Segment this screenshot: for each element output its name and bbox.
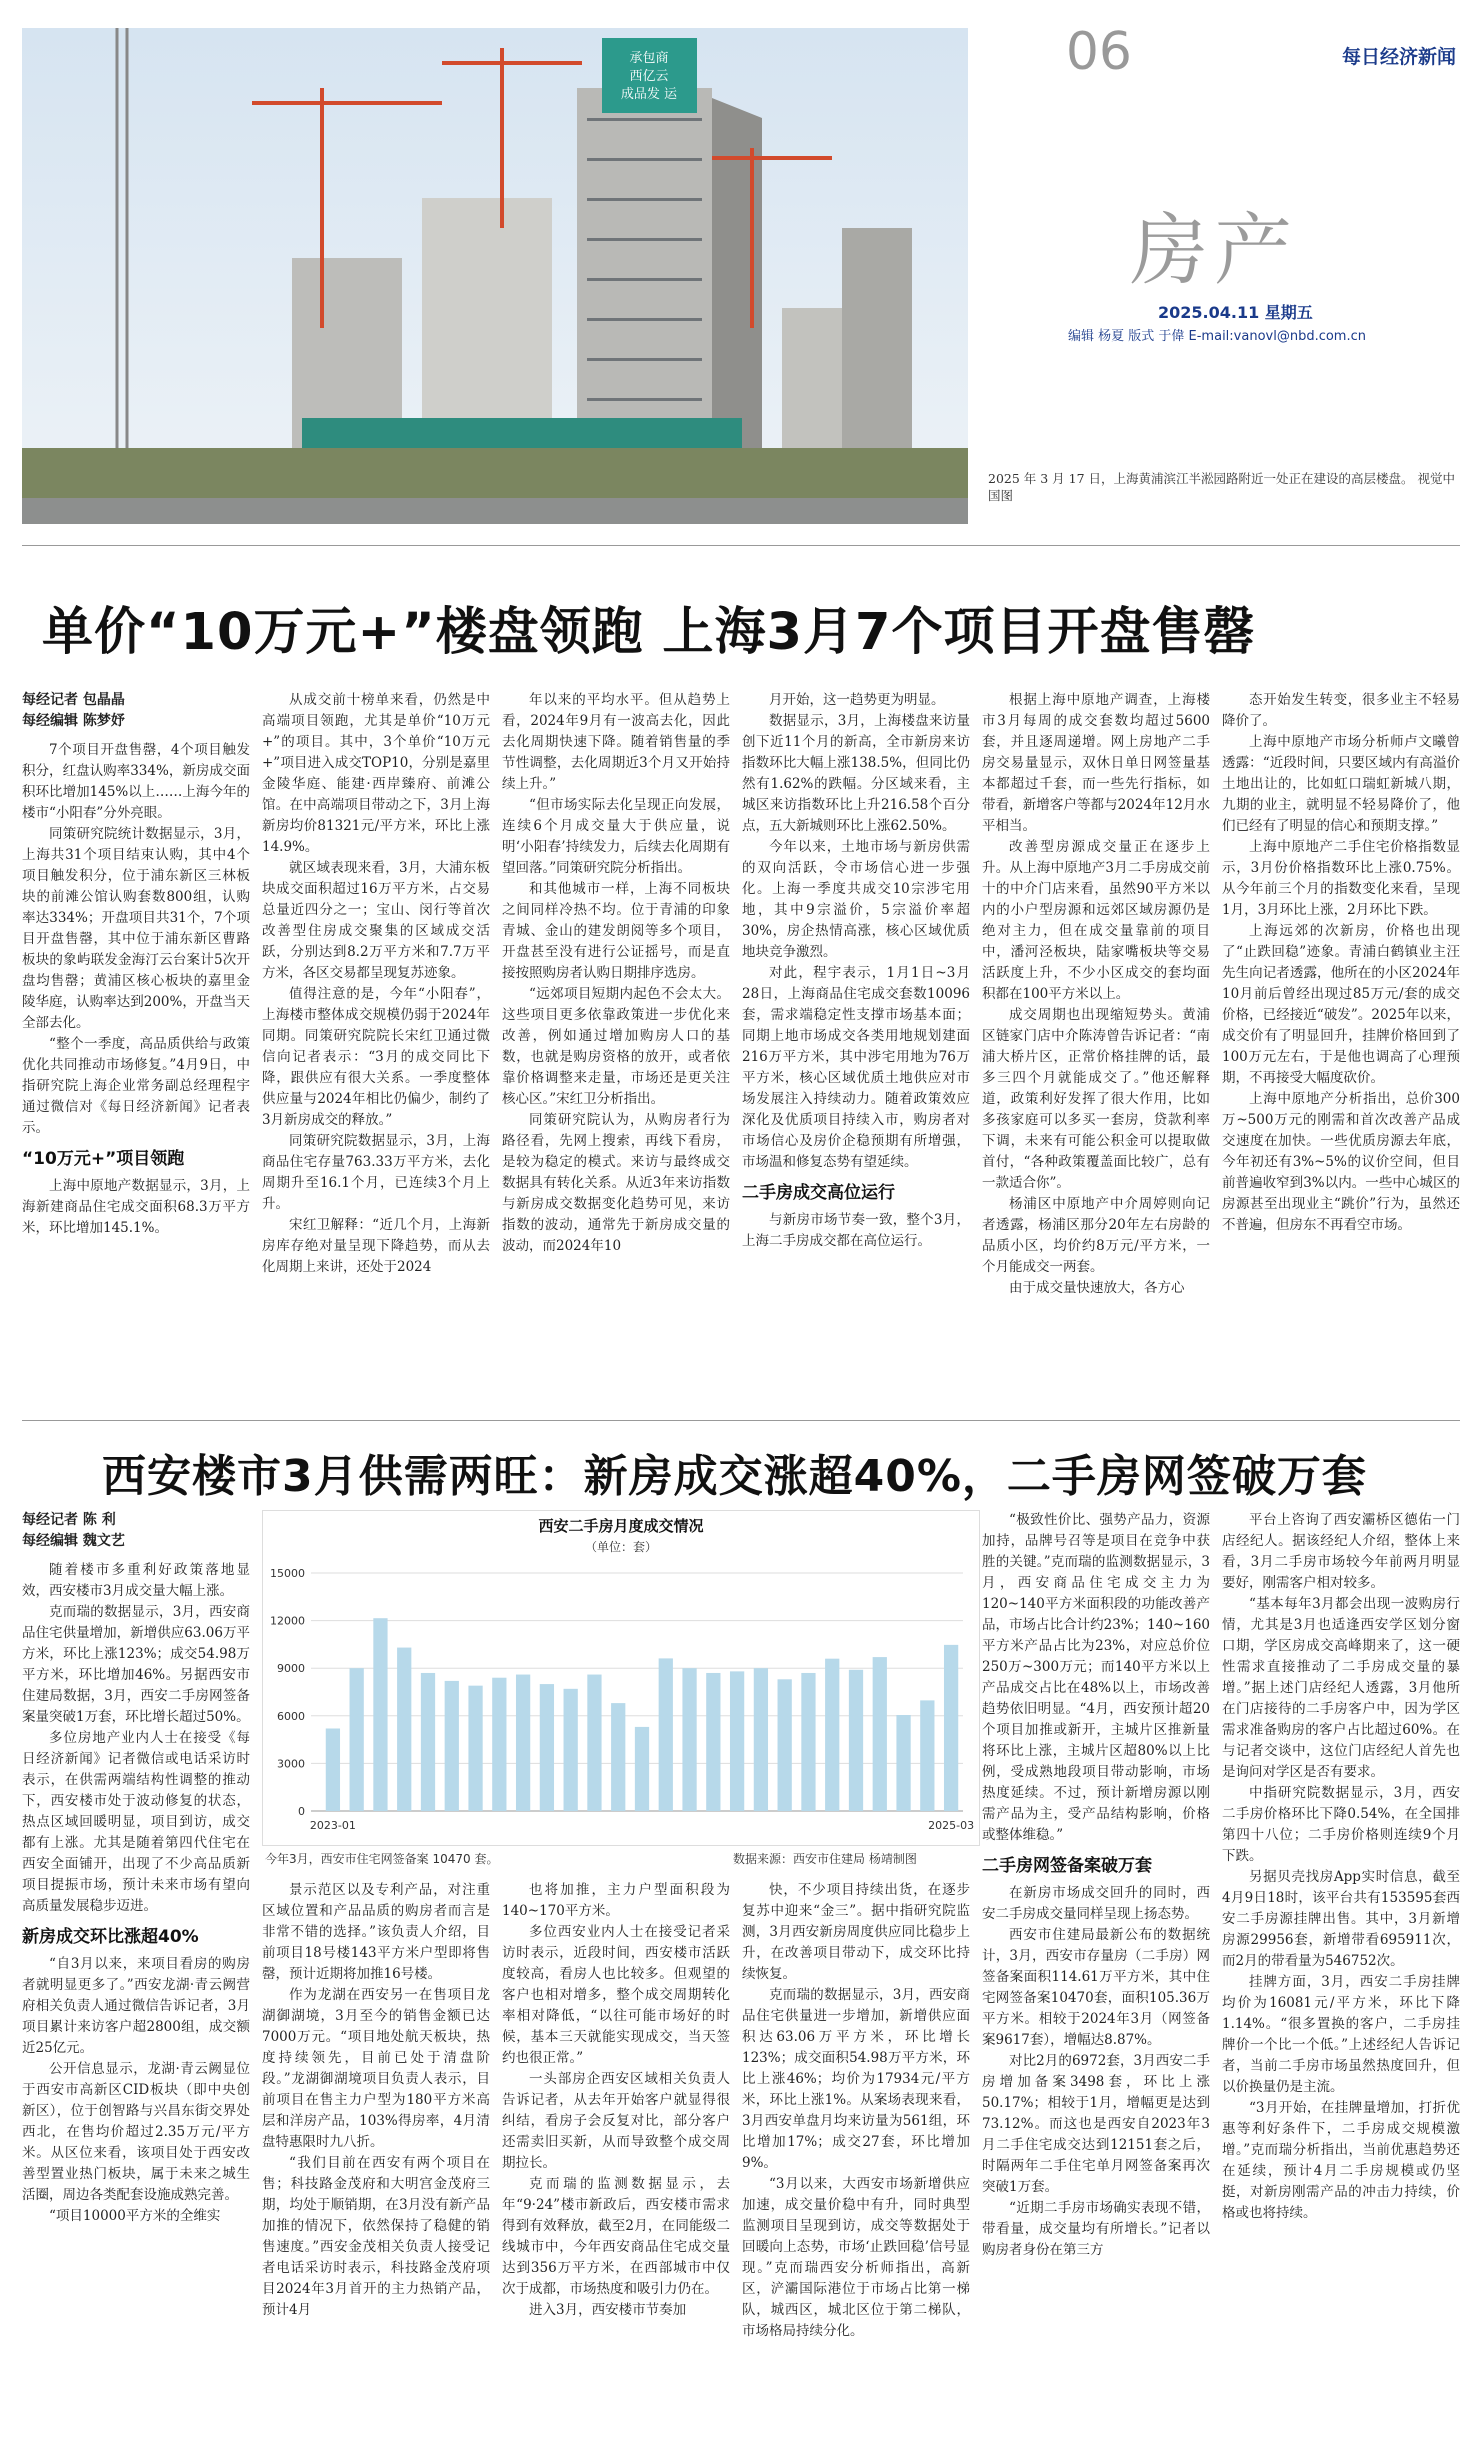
paragraph: 态开始发生转变，很多业主不轻易降价了。 [1222, 692, 1460, 729]
paragraph: 年以来的平均水平。但从趋势上看，2024年9月有一波高去化，因此去化周期快速下降。随着销售量的季节性调整，去化周期近3个月又开始持续上升。” [502, 692, 730, 792]
paragraph: 公开信息显示，龙湖·青云阙显位于西安市高新区CID板块（即中央创新区），位于创智路与兴昌东街交界处西北，在售均价超过2.35万元/平方米。从区位来看，该项目处于西安改善型置业热门板块，属于未来之城生活圈，周边各类配套设施成熟完善。 [22, 2061, 250, 2203]
bar-2023-05 [421, 1673, 435, 1811]
paragraph: 杨浦区中原地产中介周婷则向记者透露，杨浦区那分20年左右房龄的品质小区，均价约8万元/平方米，一个月能成交一两套。 [982, 1196, 1210, 1275]
subheading: 二手房网签备案破万套 [982, 1856, 1152, 1876]
chart-note: 今年3月，西安市住宅网签备案 10470 套。 [265, 1852, 499, 1866]
paragraph: 上海远郊的次新房，价格也出现了“止跌回稳”迹象。青浦白鹤镇业主汪先生向记者透露，他所在的小区2024年10月前后曾经出现过85万元/套的成交价格，已经接近“破发”。2025年以来，成交价有了明显回升，挂牌价格回到了100万元左右，于是他也调高了心理预期，不再接受大幅度砍价。 [1222, 923, 1460, 1086]
story2-column-2 [262, 1880, 490, 2420]
paragraph: 多位西安业内人士在接受记者采访时表示，近段时间，西安楼市活跃度较高，看房人也比较多。但观望的客户也相对增多，整个成交周期转化率相对降低，“以往可能市场好的时候，基本三天就能实现成交，当天签约也很正常。” [502, 1924, 730, 2066]
paragraph: 上海中原地产市场分析师卢文曦曾透露：“近段时间，只要区域内有高溢价土地出让的，比如虹口瑞虹新城八期，九期的业主，就明显不轻易降价了，他们已经有了明显的信心和预期支撑。” [1222, 734, 1460, 834]
story1-column-1 [22, 690, 250, 1410]
y-tick-label: 6000 [277, 1709, 305, 1723]
bar-2023-03 [373, 1618, 387, 1811]
subheading: 二手房成交高位运行 [742, 1183, 895, 1203]
paragraph: “项目10000平方米的全维实 [49, 2208, 221, 2224]
bar-2023-10 [540, 1684, 554, 1811]
subheading: 新房成交环比涨超40% [22, 1927, 199, 1947]
lead-photo [22, 28, 968, 524]
byline: 每经编辑 魏文艺 [22, 1533, 125, 1549]
bar-2024-09 [801, 1673, 815, 1811]
bar-2023-07 [468, 1686, 482, 1811]
paragraph: 多位房地产业内人士在接受《每日经济新闻》记者微信或电话采访时表示，在供需两端结构性调整的推动下，西安楼市处于波动修复的状态，热点区域回暖明显，项目到访，成交都有上涨。尤其是随着第四代住宅在西安全面铺开，出现了不少高品质新项目提振市场，预计未来市场有望向高质量发展稳步迈进。 [22, 1730, 250, 1914]
x-tick-label: 2025-03 [928, 1819, 975, 1832]
bar-2024-06 [730, 1671, 744, 1811]
bar-2023-09 [516, 1675, 530, 1811]
subheading: “10万元+”项目领跑 [22, 1149, 185, 1169]
byline: 每经编辑 陈梦妤 [22, 713, 125, 729]
paragraph: 改善型房源成交量正在逐步上升。从上海中原地产3月二手房成交前十的中介门店来看，虽然90平方米以内的小户型房源和远郊区域房源仍是绝对主力，但在成交量靠前的项目中，潘河泾板块，陆家嘴板块等交易活跃度上升，不少小区成交的套均面积都在100平方米以上。 [982, 839, 1210, 1002]
paragraph: “整个一季度，高品质供给与政策优化共同推动市场修复。”4月9日，中指研究院上海企业常务副总经理程宇通过微信对《每日经济新闻》记者表示。 [22, 1036, 250, 1136]
bar-2023-08 [492, 1678, 506, 1811]
bar-2023-11 [564, 1689, 578, 1811]
story2-column-1 [22, 1510, 250, 2420]
bar-2024-10 [825, 1659, 839, 1811]
bar-2024-01 [611, 1703, 625, 1811]
paragraph: 从成交前十榜单来看，仍然是中高端项目领跑，尤其是单价“10万元+”的项目。其中，3个单价“10万元+”项目进入成交TOP10，分别是嘉里金陵华庭、能建·西岸臻府、前滩公馆。在中高端项目带动之下，3月上海新房均价81321元/平方米，环比上涨14.9%。 [262, 692, 490, 855]
chart-canvas [263, 1511, 979, 1845]
paragraph: 7个项目开盘售罄，4个项目触发积分，红盘认购率334%，新房成交面积环比增加145%以上……上海今年的楼市“小阳春”分外亮眼。 [22, 742, 250, 821]
issue-date: 2025.04.11 星期五 [1158, 303, 1313, 322]
paragraph: 值得注意的是，今年“小阳春”，上海楼市整体成交规模仍弱于2024年同期。同策研究院院长宋红卫通过微信向记者表示：“3月的成交同比下降，跟供应有很大关系。一季度整体供应量与2024年相比仍偏少，制约了3月新房成交的释放。” [262, 986, 490, 1128]
paragraph: 克而瑞的监测数据显示，去年“9·24”楼市新政后，西安楼市需求得到有效释放，截至2月，在同能级二线城市中，今年西安商品住宅成交量达到356万平方米，在西部城市中仅次于成都，市场热度和吸引力仍在。 [502, 2176, 730, 2297]
bar-2024-12 [873, 1657, 887, 1811]
paragraph: “远郊项目短期内起色不会太大。这些项目更多依靠政策进一步优化来改善，例如通过增加购房人口的基数，也就是购房资格的放开，或者依靠价格调整来走量，市场还是更关注核心区。”宋红卫分析指出。 [502, 986, 730, 1107]
story2-headline: 西安楼市3月供需两旺：新房成交涨超40%，二手房网签破万套 [102, 1451, 1367, 1502]
building-sign-line-3: 成品发 运 [620, 87, 678, 102]
paragraph: 成交周期也出现缩短势头。黄浦区链家门店中介陈涛曾告诉记者：“南浦大桥片区，正常价格挂牌的话，最多三四个月就能成交了。”他还解释道，政策利好发挥了很大作用，比如多孩家庭可以多买一套房，贷款利率下调，未来有可能公积金可以提取做首付，“各种政策覆盖面比较广，总有一款适合你”。 [982, 1007, 1210, 1191]
story1-column-2 [262, 690, 490, 1410]
paragraph: 同策研究院数据显示，3月，上海商品住宅存量763.33万平方米，去化周期升至16.1个月，已连续3个月上升。 [262, 1133, 490, 1212]
paragraph: “基本每年3月都会出现一波购房行情，尤其是3月也适逢西安学区划分窗口期，学区房成交高峰期来了，这一硬性需求直接推动了二手房成交量的暴增。”据上述门店经纪人透露，3月他所在门店接待的二手房客户中，因为学区需求准备购房的客户占比超过60%。在与记者交谈中，这位门店经纪人首先也是询问对学区是否有要求。 [1222, 1596, 1460, 1780]
paragraph: 中指研究院数据显示，3月，西安二手房价格环比下降0.54%，在全国排第四十八位；二手房价格则连续9个月下跌。 [1222, 1785, 1460, 1864]
bar-2024-05 [706, 1673, 720, 1811]
paragraph: 西安市住建局最新公布的数据统计，3月，西安市存量房（二手房）网签备案面积114.61万平方米，其中住宅网签备案10470套，面积105.36万平方米。相较于2024年3月（网签备案9617套），增幅达8.87%。 [982, 1927, 1210, 2048]
story1-headline: 单价“10万元+”楼盘领跑 上海3月7个项目开盘售罄 [42, 603, 1256, 662]
paragraph: 与新房市场节奏一致，整个3月，上海二手房成交都在高位运行。 [742, 1212, 970, 1249]
paragraph: 景示范区以及专利产品，对注重区域位置和产品品质的购房者而言是非常不错的选择。”该负责人介绍，目前项目18号楼143平方米户型即将售罄，预计近期将加推16号楼。 [262, 1882, 490, 1982]
y-tick-label: 9000 [277, 1662, 305, 1676]
bar-2023-04 [397, 1648, 411, 1811]
paragraph: 克而瑞的数据显示，3月，西安商品住宅供量增加，新增供应63.06万平方米，环比上涨123%；成交54.98万平方米，环比增加46%。另据西安市住建局数据，3月，西安二手房网签备案量突破1万套，环比增长超过50%。 [22, 1604, 250, 1725]
newspaper-name: 每日经济新闻 [1341, 46, 1456, 68]
bar-2023-01 [326, 1728, 340, 1811]
paragraph: 作为龙湖在西安另一在售项目龙湖御湖境，3月至今的销售金额已达7000万元。“项目地处航天板块，热度持续领先，目前已处于清盘阶段。”龙湖御湖境项目负责人表示，目前项目在售主力户型为180平方米高层和洋房产品，103%得房率，4月清盘特惠限时九八折。 [262, 1987, 490, 2150]
building-sign-line-2: 西亿云 [629, 69, 669, 84]
bar-2023-02 [350, 1668, 364, 1811]
paragraph: “近期二手房市场确实表现不错，带看量，成交量均有所增长。”记者以购房者身份在第三方 [982, 2200, 1210, 2258]
paragraph: 数据显示，3月，上海楼盘来访量创下近11个月的新高，全市新房来访指数环比大幅上涨138.5%，但同比仍然有1.62%的跌幅。分区域来看，主城区来访指数环比上升216.58个百分点，五大新城则环比上涨62.50%。 [742, 713, 970, 834]
y-tick-label: 3000 [277, 1757, 305, 1771]
paragraph: 宋红卫解释：“近几个月，上海新房库存绝对量呈现下降趋势，而从去化周期上来讲，还处于2024 [262, 1217, 490, 1275]
paragraph: 同策研究院认为，从购房者行为路径看，先网上搜索，再线下看房，是较为稳定的模式。来访与最终成交数据具有转化关系。从近3年来访指数与新房成交数据变化趋势可见，来访指数的波动，通常先于新房成交量的波动，而2024年10 [502, 1112, 730, 1254]
story2-column-3 [502, 1880, 730, 2420]
bar-2023-12 [587, 1675, 601, 1811]
paragraph: “但市场实际去化呈现正向发展，连续6个月成交量大于供应量，说明‘小阳春’持续发力，后续去化周期有望回落。”同策研究院分析指出。 [502, 797, 730, 876]
bar-2025-02 [920, 1700, 934, 1811]
paragraph: 随着楼市多重利好政策落地显效，西安楼市3月成交量大幅上涨。 [22, 1562, 250, 1599]
bar-2024-04 [682, 1668, 696, 1811]
paragraph: 上海中原地产数据显示，3月，上海新建商品住宅成交面积68.3万平方米，环比增加145.1%。 [22, 1178, 250, 1236]
paragraph: 对比2月的6972套，3月西安二手房增加备案3498套，环比上涨50.17%；相较于1月，增幅更是达到73.12%。而这也是西安自2023年3月二手住宅成交达到12151套之后，时隔两年二手住宅单月网签备案再次突破1万套。 [982, 2053, 1210, 2195]
paragraph: 平台上咨询了西安灞桥区德佑一门店经纪人。据该经纪人介绍，整体上来看，3月二手房市场较今年前两月明显要好，刚需客户相对较多。 [1222, 1512, 1460, 1591]
chart-title: 西安二手房月度成交情况 [538, 1517, 704, 1535]
x-tick-label: 2023-01 [309, 1819, 356, 1832]
bar-2025-03 [944, 1645, 958, 1811]
story1-column-4 [742, 690, 970, 1410]
section-title: 房产 [1130, 206, 1299, 296]
paragraph: 同策研究院统计数据显示，3月，上海共31个项目结束认购，其中4个项目触发积分，位于浦东新区三林板块的前滩公馆认购套数800组，认购率达334%；开盘项目共31个，7个项目开盘售罄，其中位于浦东新区曹路板块的象屿联发金海汀云台案计5次开盘均售罄；黄浦区核心板块的嘉里金陵华庭，认购率达到200%，开盘当天全部去化。 [22, 826, 250, 1031]
bar-2023-06 [445, 1681, 459, 1811]
bar-2024-07 [754, 1668, 768, 1811]
page-number: 06 [1065, 22, 1132, 82]
paragraph: 克而瑞的数据显示，3月，西安商品住宅供量进一步增加，新增供应面积达63.06万平方米，环比增长123%；成交面积54.98万平方米，环比上涨46%；均价为17934元/平方米，环比上涨1%。从案场表现来看，3月西安单盘月均来访量为561组，环比增加17%；成交27套，环比增加9%。 [742, 1987, 970, 2171]
construction-photo-illustration [22, 28, 968, 524]
story2-column-4 [742, 1880, 970, 2420]
bar-2024-11 [849, 1670, 863, 1811]
paragraph: “极致性价比、强势产品力，资源加持，品牌号召等是项目在竞争中获胜的关键。”克而瑞的监测数据显示，3月，西安商品住宅成交主力为120~140平方米面积段的功能改善产品，市场占比合计约23%；140~160平方米产品占比为23%，对应总价位250万~300万元；而140平方米以上产品成交占比在48%以上，市场改善趋势依旧明显。“4月，西安预计超20个项目加推或新开，主城片区推新量将环比上涨，主城片区超80%以上比例，受成熟地段项目带动影响，市场热度延续。不过，预计新增房源以刚需产品为主，受产品结构影响，价格或整体维稳。” [982, 1512, 1210, 1843]
paragraph: 另据贝壳找房App实时信息，截至4月9日18时，该平台共有153595套西安二手房源挂牌出售。其中，3月新增房源29956套，新增带看695911次，而2月的带看量为546752次。 [1222, 1869, 1460, 1969]
paragraph: 快，不少项目持续出货，在逐步复苏中迎来“金三”。据中指研究院监测，3月西安新房周度供应同比稳步上升，在改善项目带动下，成交环比持续恢复。 [742, 1882, 970, 1982]
bar-2025-01 [896, 1715, 910, 1811]
chart-source: 数据来源：西安市住建局 杨靖制图 [733, 1852, 917, 1866]
paragraph: 也将加推，主力户型面积段为140~170平方米。 [502, 1882, 730, 1919]
y-tick-label: 15000 [270, 1567, 305, 1580]
story2-column-5 [982, 1510, 1210, 2420]
y-tick-label: 0 [298, 1805, 305, 1818]
paragraph: 今年以来，土地市场与新房供需的双向活跃，令市场信心进一步强化。上海一季度共成交10宗涉宅用地，其中9宗溢价，5宗溢价率超30%，房企热情高涨，核心区域优质地块竞争激烈。 [742, 839, 970, 960]
paragraph: 进入3月，西安楼市节奏加 [529, 2302, 687, 2318]
paragraph: 根据上海中原地产调查，上海楼市3月每周的成交套数均超过5600套，并且逐周递增。网上房地产二手房交易量显示，双休日单日网签量基本都超过千套，而一些先行指标，如带看，新增客户等都与2024年12月水平相当。 [982, 692, 1210, 834]
y-tick-label: 12000 [270, 1614, 305, 1628]
page-editors: 编辑 杨夏 版式 于偉 E-mail:vanovl@nbd.com.cn [1068, 329, 1366, 344]
paragraph: 上海中原地产分析指出，总价300万~500万元的刚需和首次改善产品成交速度在加快。一些优质房源去年底，今年初还有3%~5%的议价空间，但目前普遍收窄到3%以内。一些中心城区的房源甚至出现业主“跳价”行为，虽然还不普遍，但房东不再看空市场。 [1222, 1091, 1460, 1233]
bar-2024-08 [778, 1679, 792, 1811]
chart-subtitle: （单位：套） [584, 1540, 658, 1554]
paragraph: “3月开始，在挂牌量增加，打折优惠等利好条件下，二手房成交规模激增。”克而瑞分析指出，当前优惠趋势还在延续，预计4月二手房规模或仍坚挺，对新房刚需产品的冲击力持续，价格或也将持续。 [1222, 2100, 1460, 2221]
paragraph: “3月以来，大西安市场新增供应加速，成交量价稳中有升，同时典型监测项目呈现到访，成交等数据处于回暖向上态势，市场‘止跌回稳’信号显现。”克而瑞西安分析师指出，高新区，浐灞国际港位于市场占比第一梯队，城西区，城北区位于第二梯队，市场格局持续分化。 [742, 2176, 970, 2339]
story2-column-6 [1222, 1510, 1460, 2420]
paragraph: 就区域表现来看，3月，大浦东板块成交面积超过16万平方米，占交易总量近四分之一；宝山、闵行等首次改善型住房成交聚集的区域成交活跃，分别达到8.2万平方米和7.7万平方米，各区交易都呈现复苏迹象。 [262, 860, 490, 981]
story1-column-5 [982, 690, 1210, 1410]
paragraph: 和其他城市一样，上海不同板块之间同样冷热不均。位于青浦的印象青城、金山的建发朗阅等多个项目，开盘甚至没有进行公证摇号，而是直接按照购房者认购日期排序选房。 [502, 881, 730, 981]
paragraph: “自3月以来，来项目看房的购房者就明显更多了。”西安龙湖·青云阙营府相关负责人通过微信告诉记者，3月项目累计来访客户超2800组，成交额近25亿元。 [22, 1956, 250, 2056]
photo-caption: 2025 年 3 月 17 日，上海黄浦滨江半淞园路附近一处正在建设的高层楼盘。 视觉中国图 [988, 471, 1456, 503]
secondhand-sales-chart [262, 1510, 980, 1846]
paragraph: 由于成交量快速放大，各方心 [1009, 1280, 1185, 1296]
paragraph: 月开始，这一趋势更为明显。 [769, 692, 945, 708]
building-sign-line-1: 承包商 [629, 51, 669, 66]
paragraph: 一头部房企西安区域相关负责人告诉记者，从去年开始客户就显得很纠结，看房子会反复对比，部分客户还需卖旧买新，从而导致整个成交周期拉长。 [502, 2071, 730, 2171]
bar-2024-03 [659, 1658, 673, 1811]
story1-column-6 [1222, 690, 1460, 1410]
divider [22, 1420, 1460, 1421]
paragraph: 在新房市场成交回升的同时，西安二手房成交量同样呈现上扬态势。 [982, 1885, 1210, 1922]
byline: 每经记者 陈 利 [22, 1512, 116, 1528]
paragraph: 对此，程宇表示，1月1日~3月28日，上海商品住宅成交套数10096套，需求端稳定性支撑市场基本面；同期上地市场成交各类用地规划建面216万平方米，其中涉宅用地为76万平方米，核心区域优质土地供应对市场发展注入持续动力。随着政策效应深化及优质项目持续入市，购房者对市场信心及房价企稳预期有所增强，市场温和修复态势有望延续。 [742, 965, 970, 1170]
bar-2024-02 [635, 1727, 649, 1811]
divider [22, 545, 1460, 546]
paragraph: 上海中原地产二手住宅价格指数显示，3月份价格指数环比上涨0.75%。从今年前三个月的指数变化来看，呈现1月，3月环比上涨，2月环比下跌。 [1222, 839, 1460, 918]
byline: 每经记者 包晶晶 [22, 692, 125, 708]
story1-column-3 [502, 690, 730, 1410]
paragraph: 挂牌方面，3月，西安二手房挂牌均价为16081元/平方米，环比下降1.14%。“很多置换的客户，二手房挂牌价一个比一个低。”上述经纪人告诉记者，当前二手房市场虽然热度回升，但以价换量仍是主流。 [1222, 1974, 1460, 2095]
paragraph: “我们目前在西安有两个项目在售；科技路金茂府和大明宫金茂府三期，均处于顺销期，在3月没有新产品加推的情况下，依然保持了稳健的销售速度。”西安金茂相关负责人接受记者电话采访时表示，科技路金茂府项目2024年3月首开的主力热销产品，预计4月 [262, 2155, 490, 2318]
